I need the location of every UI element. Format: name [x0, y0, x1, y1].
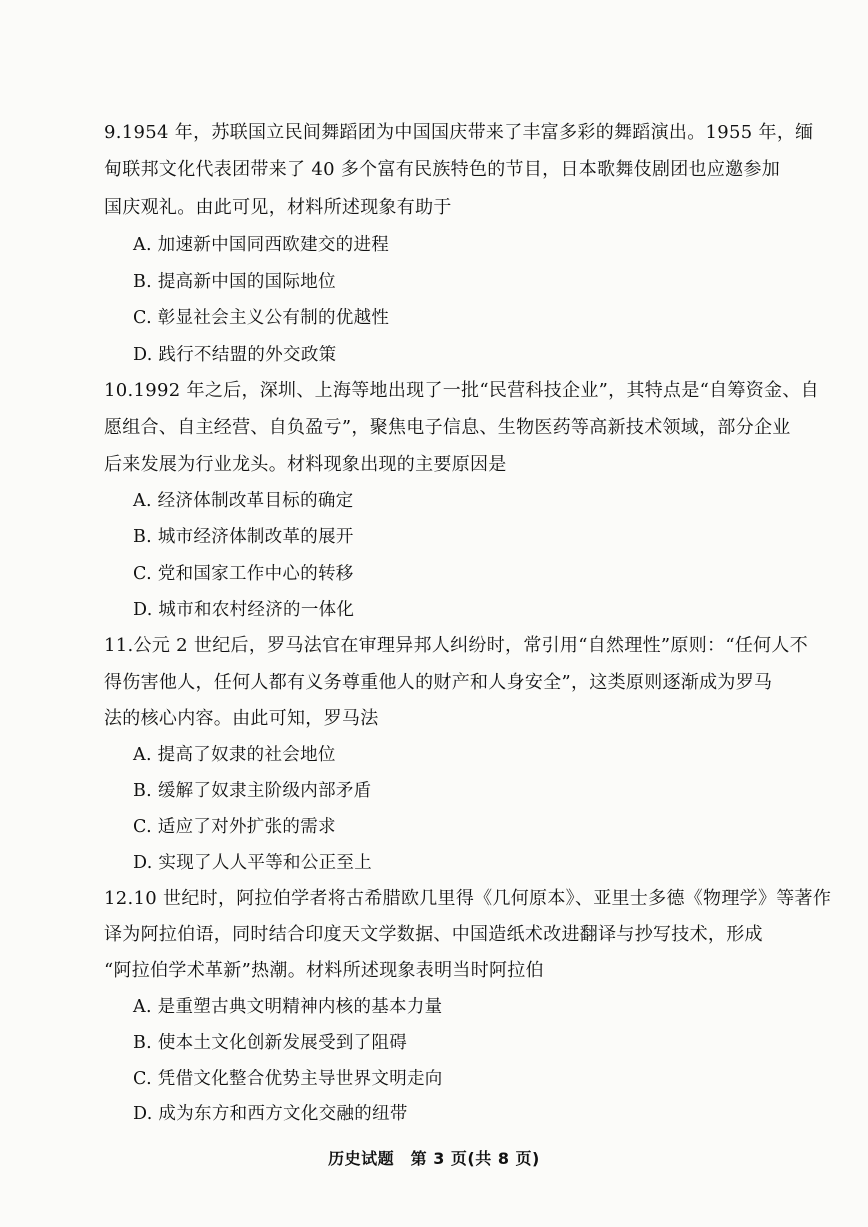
option-b: B. 城市经济体制改革的展开: [133, 527, 354, 547]
option-d: D. 践行不结盟的外交政策: [133, 345, 337, 365]
option-b: B. 提高新中国的国际地位: [133, 272, 336, 292]
option-c: C. 党和国家工作中心的转移: [133, 564, 354, 584]
question-stem-line: 国庆观礼。由此可见，材料所述现象有助于: [104, 197, 452, 218]
question-stem-line: 12.10 世纪时，阿拉伯学者将古希腊欧几里得《几何原本》、亚里士多德《物理学》等著作: [104, 888, 832, 909]
option-c: C. 适应了对外扩张的需求: [133, 817, 336, 837]
question-stem-line: 法的核心内容。由此可知，罗马法: [104, 708, 379, 729]
option-a: A. 加速新中国同西欧建交的进程: [133, 235, 390, 255]
option-c: C. 彰显社会主义公有制的优越性: [133, 308, 390, 328]
page-footer: 历史试题 第 3 页(共 8 页): [328, 1149, 540, 1168]
question-stem-line: 愿组合、自主经营、自负盈亏”，聚焦电子信息、生物医药等高新技术领域，部分企业: [104, 417, 791, 438]
question-stem-line: 后来发展为行业龙头。材料现象出现的主要原因是: [104, 454, 507, 475]
option-a: A. 经济体制改革目标的确定: [133, 491, 354, 511]
option-a: A. 是重塑古典文明精神内核的基本力量: [133, 997, 443, 1017]
question-stem-line: 译为阿拉伯语，同时结合印度天文学数据、中国造纸术改进翻译与抄写技术，形成: [104, 924, 763, 945]
question-stem-line: 得伤害他人，任何人都有义务尊重他人的财产和人身安全”，这类原则逐渐成为罗马: [104, 672, 773, 693]
option-c: C. 凭借文化整合优势主导世界文明走向: [133, 1069, 443, 1089]
option-b: B. 缓解了奴隶主阶级内部矛盾: [133, 781, 372, 801]
option-b: B. 使本土文化创新发展受到了阻碍: [133, 1033, 408, 1053]
option-a: A. 提高了奴隶的社会地位: [133, 745, 336, 765]
question-stem-line: 10.1992 年之后，深圳、上海等地出现了一批“民营科技企业”，其特点是“自筹资金、自: [104, 380, 819, 401]
option-d: D. 成为东方和西方文化交融的纽带: [133, 1104, 408, 1124]
question-stem-line: 11.公元 2 世纪后，罗马法官在审理异邦人纠纷时，常引用“自然理性”原则：“任何人不: [104, 635, 809, 656]
option-d: D. 实现了人人平等和公正至上: [133, 853, 373, 873]
question-stem-line: 甸联邦文化代表团带来了 40 多个富有民族特色的节目，日本歌舞伎剧团也应邀参加: [104, 159, 781, 180]
question-stem-line: “阿拉伯学术革新”热潮。材料所述现象表明当时阿拉伯: [104, 960, 544, 981]
question-stem-line: 9.1954 年，苏联国立民间舞蹈团为中国国庆带来了丰富多彩的舞蹈演出。1955 年，缅: [104, 122, 814, 143]
option-d: D. 城市和农村经济的一体化: [133, 600, 355, 620]
